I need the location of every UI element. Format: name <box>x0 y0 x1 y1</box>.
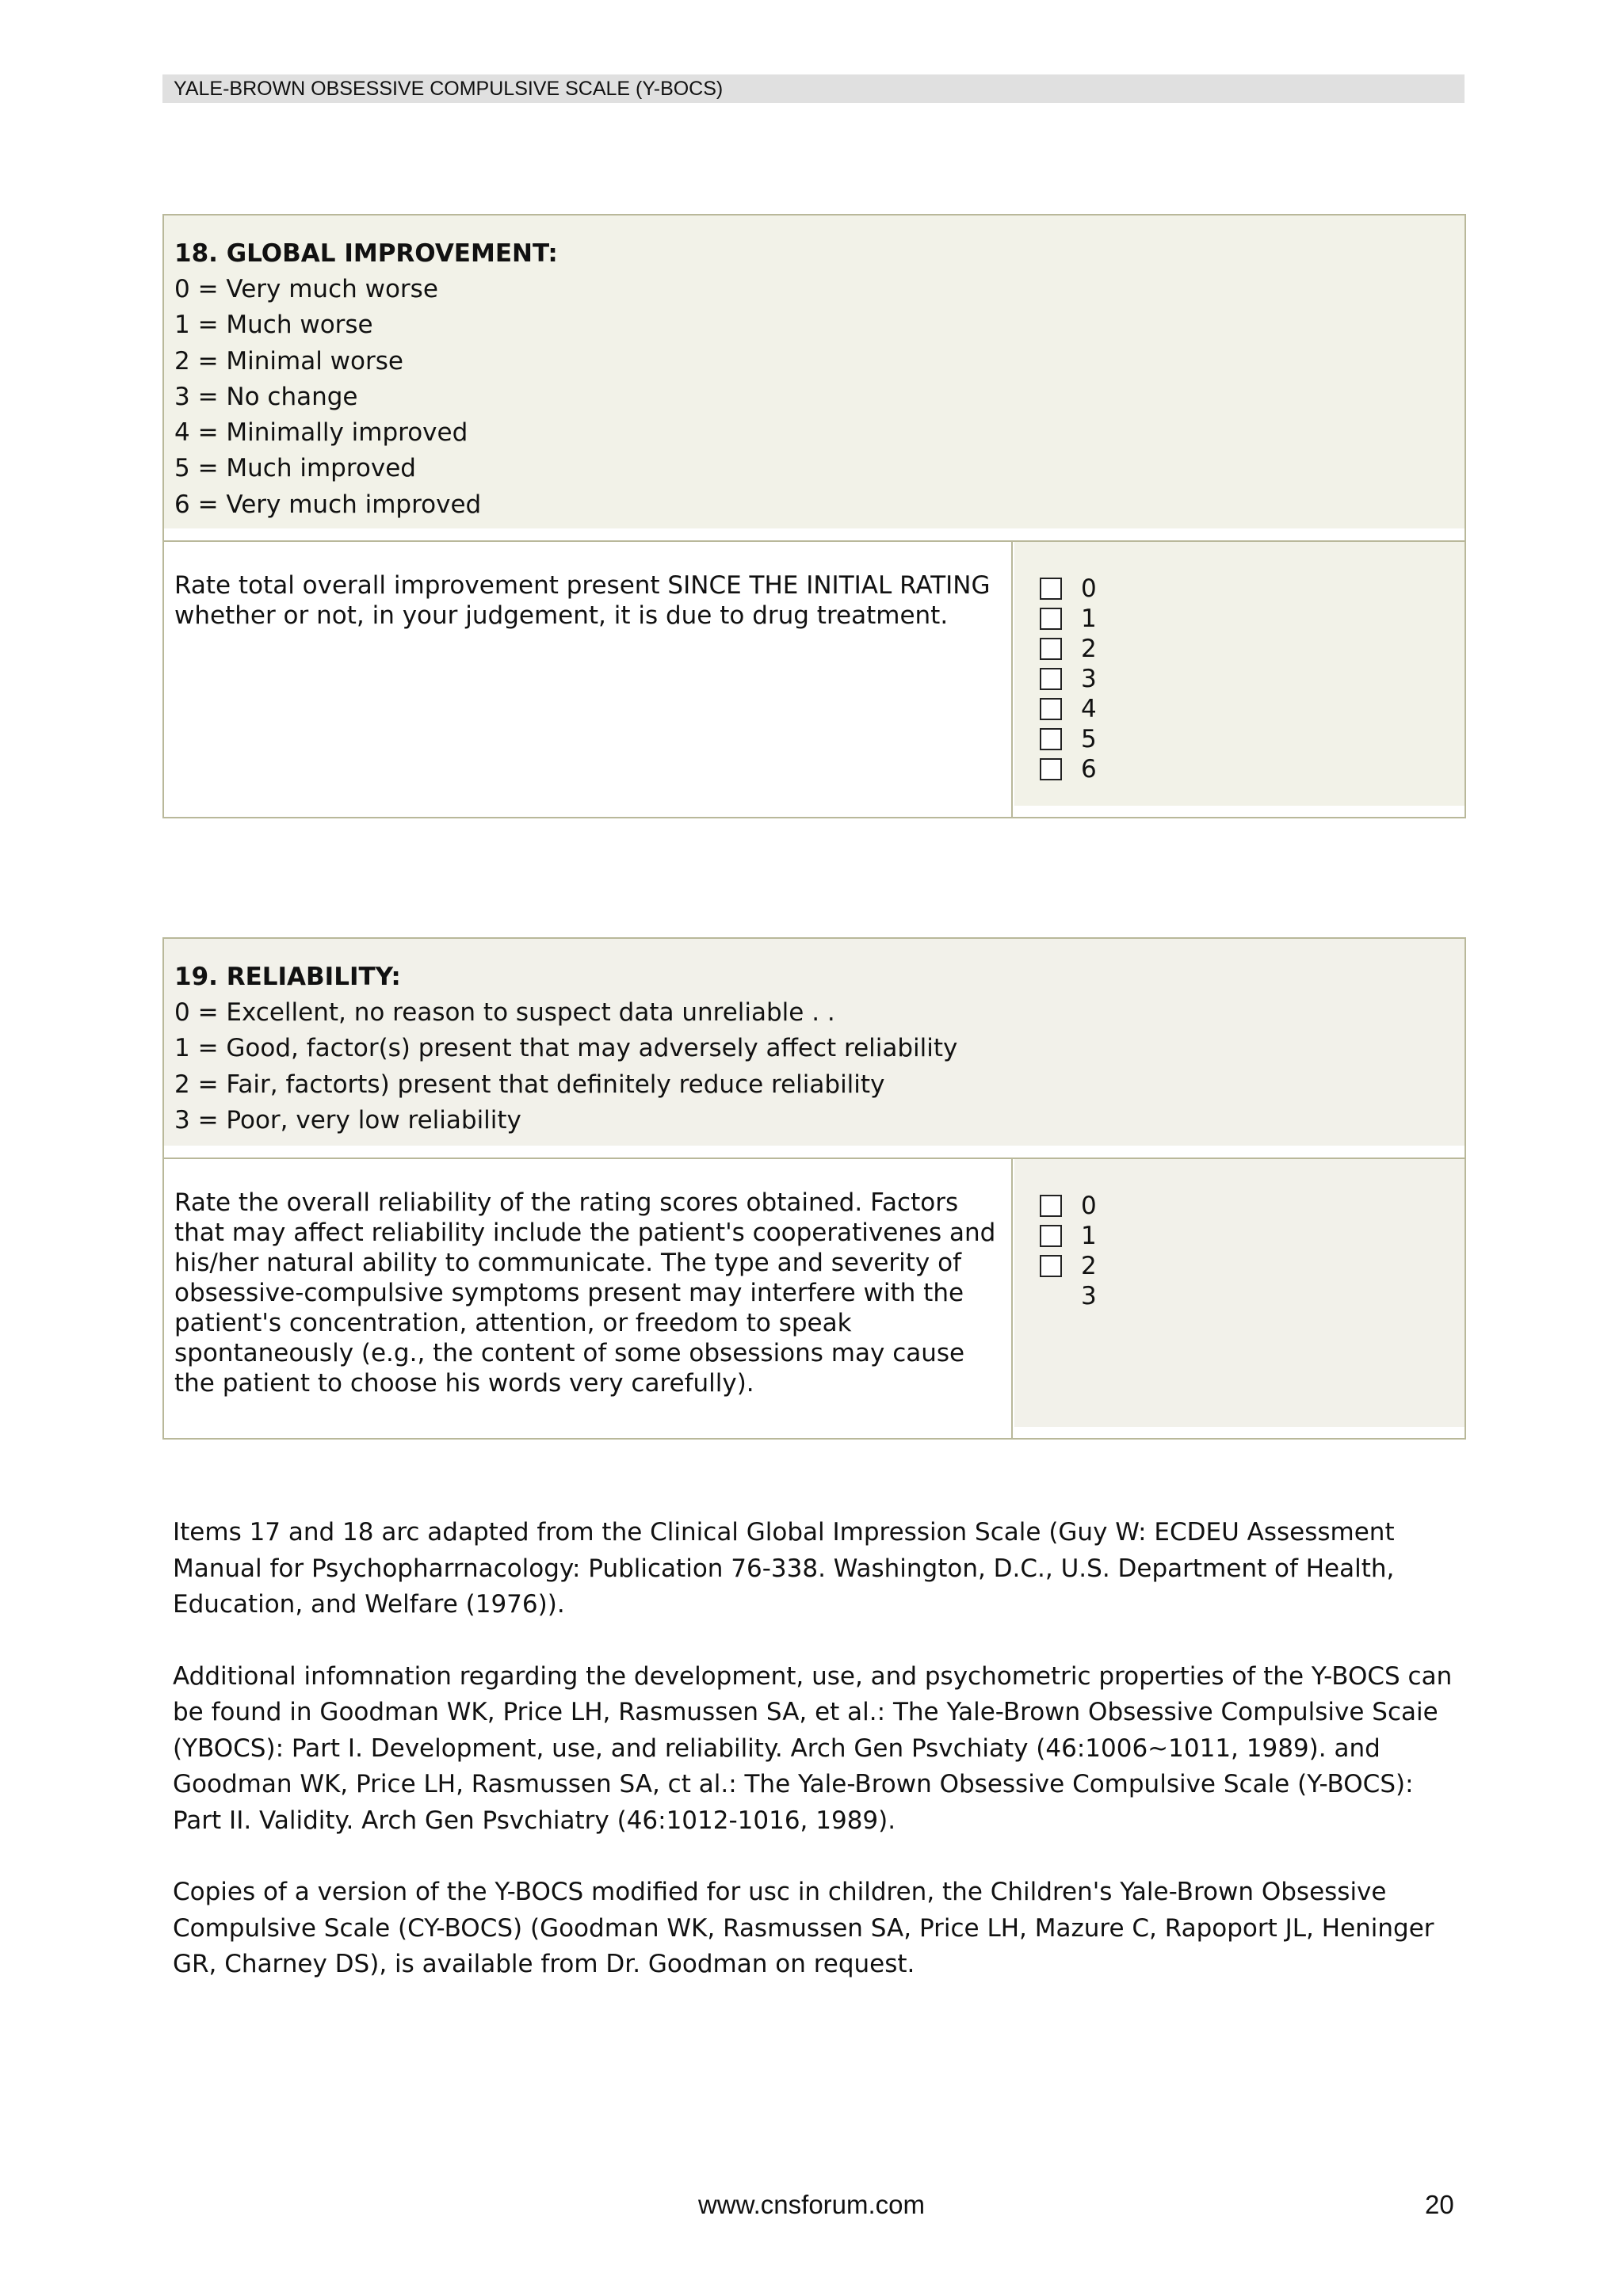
checkbox[interactable] <box>1040 758 1062 780</box>
item-18-global-improvement <box>162 214 1466 818</box>
option-label: 0 <box>1081 574 1097 603</box>
item-19-scale-line: 0 = Excellent, no reason to suspect data unreliable . . <box>174 998 835 1027</box>
checkbox[interactable] <box>1040 578 1062 600</box>
item-18-scale-line: 2 = Minimal worse <box>174 346 403 376</box>
checkbox[interactable] <box>1040 698 1062 720</box>
item-19-scale-line: 2 = Fair, factorts) present that definitely reduce reliability <box>174 1070 885 1099</box>
note-paragraph: Additional infomnation regarding the development, use, and psychometric properties of the Y-BOCS can be found in Goodman WK, Price LH, Rasmussen SA, et al.: The Yale-Brown Obsessive Compulsive Scaie (YBOCS): Part I. Development, use, and reliability. Arch Gen Psvchiaty (46:1006~1011, 1989). and Goodman WK, Price LH, Rasmussen SA, ct al.: The Yale-Brown Obsessive Compulsive Scale (Y-BOCS): Part II. Validity. Arch Gen Psvchiatry (46:1012-1016, 1989). <box>173 1661 1453 1835</box>
checkbox[interactable] <box>1040 1255 1062 1277</box>
note-paragraph: Copies of a version of the Y-BOCS modified for usc in children, the Children's Yale-Brown Obsessive Compulsive Scale (CY-BOCS) (Goodman WK, Rasmussen SA, Price LH, Mazure C, Rapoport JL, Heninger GR, Charney DS), is available from Dr. Goodman on request. <box>173 1878 1434 1978</box>
item-19-options <box>1014 1159 1465 1427</box>
item-18-scale-line: 3 = No change <box>174 382 358 411</box>
item-18-scale-line: 6 = Very much improved <box>174 490 482 519</box>
rating-option[interactable] <box>1040 1221 1465 1251</box>
item-18-scale-panel <box>164 215 1465 528</box>
rating-option[interactable] <box>1040 754 1465 784</box>
rating-option[interactable] <box>1040 574 1465 604</box>
item-19-scale-panel <box>164 939 1465 1146</box>
rating-option <box>1040 1281 1465 1311</box>
item-19-rating-row <box>164 1158 1465 1438</box>
item-18-rating-row <box>164 540 1465 817</box>
rating-option[interactable] <box>1040 1251 1465 1281</box>
reference-notes <box>173 1515 1465 2019</box>
rating-option[interactable] <box>1040 1191 1465 1221</box>
checkbox[interactable] <box>1040 728 1062 750</box>
footer-url: www.cnsforum.com <box>697 2190 926 2219</box>
item-19-scale-line: 1 = Good, factor(s) present that may adversely affect reliability <box>174 1034 958 1063</box>
page-header: YALE-BROWN OBSESSIVE COMPULSIVE SCALE (Y-BOCS) <box>162 74 1465 103</box>
option-label: 3 <box>1081 665 1097 693</box>
option-label: 4 <box>1081 695 1097 723</box>
item-18-scale-line: 1 = Much worse <box>174 311 373 340</box>
rating-option[interactable] <box>1040 724 1465 754</box>
item-18-scale-line: 0 = Very much worse <box>174 275 438 303</box>
item-19-reliability <box>162 937 1466 1440</box>
option-label: 1 <box>1081 605 1097 633</box>
rating-option[interactable] <box>1040 694 1465 724</box>
item-19-scale-line: 3 = Poor, very low reliability <box>174 1105 521 1135</box>
page-number: 20 <box>1425 2190 1454 2219</box>
option-label: 2 <box>1081 1252 1097 1280</box>
checkbox[interactable] <box>1040 638 1062 660</box>
item-18-scale-line: 4 = Minimally improved <box>174 418 468 448</box>
checkbox[interactable] <box>1040 608 1062 630</box>
option-label: 6 <box>1081 755 1097 784</box>
rating-option[interactable] <box>1040 634 1465 664</box>
item-18-title: 18. GLOBAL IMPROVEMENT: <box>174 239 558 268</box>
item-19-title: 19. RELIABILITY: <box>174 963 401 991</box>
item-19-description: Rate the overall reliability of the rating scores obtained. Factors that may affect reliability include the patient's cooperativenes and his/her natural ability to communicate. The type and severity of obsessive-compulsive symptoms present may interfere with the patient's concentration, attention, or freedom to speak spontaneously (e.g., the content of some obsessions may cause the patient to choose his words very carefully). <box>164 1159 1013 1438</box>
item-18-scale-line: 5 = Much improved <box>174 454 416 483</box>
option-label: 3 <box>1081 1282 1097 1310</box>
note-paragraph: Items 17 and 18 arc adapted from the Clinical Global Impression Scale (Guy W: ECDEU Assessment Manual for Psychopharrnacology: Publication 76-338. Washington, D.C., U.S. Department of Health, Education, and Welfare (1976)). <box>173 1518 1395 1619</box>
rating-option[interactable] <box>1040 604 1465 634</box>
item-18-options <box>1014 542 1465 806</box>
option-label: 0 <box>1081 1192 1097 1220</box>
rating-option[interactable] <box>1040 664 1465 694</box>
option-label: 5 <box>1081 725 1097 753</box>
checkbox-placeholder <box>1040 1285 1062 1307</box>
checkbox[interactable] <box>1040 1225 1062 1247</box>
option-label: 2 <box>1081 635 1097 663</box>
item-18-description: Rate total overall improvement present SINCE THE INITIAL RATING whether or not, in your judgement, it is due to drug treatment. <box>164 542 1013 817</box>
checkbox[interactable] <box>1040 668 1062 690</box>
option-label: 1 <box>1081 1222 1097 1250</box>
checkbox[interactable] <box>1040 1195 1062 1217</box>
